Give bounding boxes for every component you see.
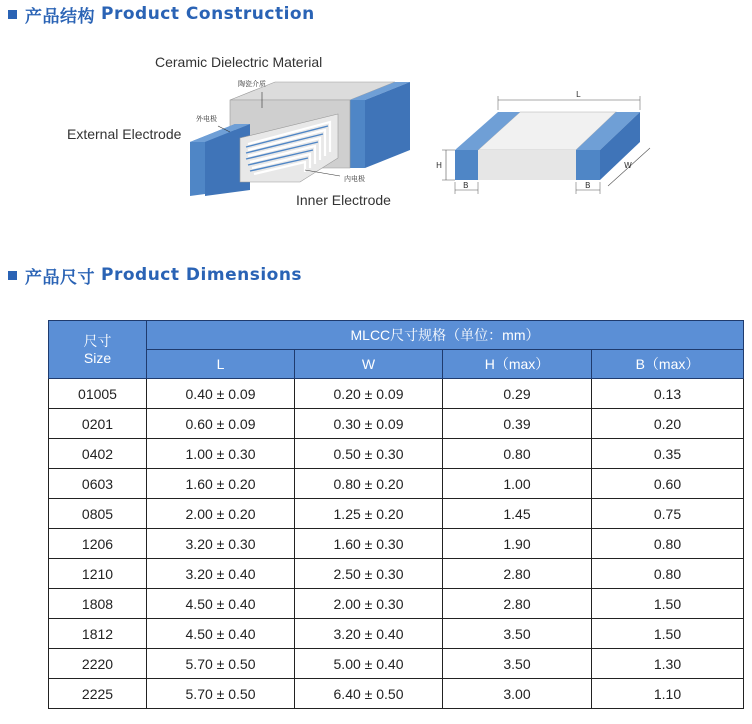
table-row xyxy=(49,649,744,679)
cell-B: 0.20 xyxy=(592,409,744,439)
dimensions-table xyxy=(48,320,744,709)
cell-B: 0.60 xyxy=(592,469,744,499)
table-row xyxy=(49,379,744,409)
cell-W: 0.20 ± 0.09 xyxy=(295,379,443,409)
dim-L-label: L xyxy=(576,90,581,99)
table-row xyxy=(49,469,744,499)
table-row xyxy=(49,589,744,619)
column-header-H: H（max） xyxy=(443,350,592,379)
cell-W: 2.50 ± 0.30 xyxy=(295,559,443,589)
ceramic-dielectric-label: Ceramic Dielectric Material xyxy=(155,54,323,70)
cell-L: 1.60 ± 0.20 xyxy=(147,469,295,499)
cell-W: 0.50 ± 0.30 xyxy=(295,439,443,469)
section-title-dimensions xyxy=(8,264,302,286)
cell-B: 1.50 xyxy=(592,619,744,649)
cell-B: 0.35 xyxy=(592,439,744,469)
cell-B: 1.10 xyxy=(592,679,744,709)
dim-B-left-label: B xyxy=(463,181,469,190)
size-header-zh: 尺寸 xyxy=(83,332,112,349)
inner-electrode-label-zh: 内电极 xyxy=(344,175,365,183)
cell-L: 5.70 ± 0.50 xyxy=(147,649,295,679)
cell-size: 1808 xyxy=(49,589,147,619)
bullet-square-icon xyxy=(8,271,17,280)
cell-L: 4.50 ± 0.40 xyxy=(147,619,295,649)
section-title-zh: 产品尺寸 xyxy=(25,267,95,288)
cell-H: 2.80 xyxy=(443,589,592,619)
table-row xyxy=(49,409,744,439)
cell-B: 0.75 xyxy=(592,499,744,529)
cell-W: 0.30 ± 0.09 xyxy=(295,409,443,439)
table-row xyxy=(49,619,744,649)
cell-W: 6.40 ± 0.50 xyxy=(295,679,443,709)
cell-B: 1.30 xyxy=(592,649,744,679)
cell-size: 0603 xyxy=(49,469,147,499)
cell-W: 5.00 ± 0.40 xyxy=(295,649,443,679)
construction-diagram xyxy=(0,40,752,230)
cell-L: 0.40 ± 0.09 xyxy=(147,379,295,409)
table-row xyxy=(49,559,744,589)
cell-H: 3.50 xyxy=(443,649,592,679)
table-subheader-row xyxy=(49,350,744,379)
cell-W: 3.20 ± 0.40 xyxy=(295,619,443,649)
ceramic-dielectric-label-zh: 陶瓷介质 xyxy=(238,80,266,88)
cell-H: 0.29 xyxy=(443,379,592,409)
dim-W-label: W xyxy=(624,161,632,170)
dim-B-right-label: B xyxy=(585,181,591,190)
section-title-construction xyxy=(8,3,315,25)
inner-electrode-label: Inner Electrode xyxy=(296,192,391,208)
cell-size: 1812 xyxy=(49,619,147,649)
cell-W: 1.60 ± 0.30 xyxy=(295,529,443,559)
table-row xyxy=(49,439,744,469)
cell-B: 0.80 xyxy=(592,529,744,559)
cell-size: 1206 xyxy=(49,529,147,559)
cell-size: 2225 xyxy=(49,679,147,709)
cell-L: 5.70 ± 0.50 xyxy=(147,679,295,709)
cell-size: 1210 xyxy=(49,559,147,589)
cell-size: 0201 xyxy=(49,409,147,439)
cell-size: 2220 xyxy=(49,649,147,679)
size-column-header xyxy=(49,321,147,379)
dim-H-label: H xyxy=(436,161,443,170)
column-header-L: L xyxy=(147,350,295,379)
column-header-W: W xyxy=(295,350,443,379)
cell-B: 0.80 xyxy=(592,559,744,589)
table-row xyxy=(49,499,744,529)
table-row xyxy=(49,679,744,709)
cell-W: 2.00 ± 0.30 xyxy=(295,589,443,619)
section-title-en: Product Dimensions xyxy=(101,265,303,285)
cell-H: 0.80 xyxy=(443,439,592,469)
cell-H: 1.90 xyxy=(443,529,592,559)
cell-L: 3.20 ± 0.30 xyxy=(147,529,295,559)
section-title-zh: 产品结构 xyxy=(25,6,95,27)
bullet-square-icon xyxy=(8,10,17,19)
cell-size: 01005 xyxy=(49,379,147,409)
cell-size: 0402 xyxy=(49,439,147,469)
cell-L: 2.00 ± 0.20 xyxy=(147,499,295,529)
cell-H: 1.00 xyxy=(443,469,592,499)
cell-W: 0.80 ± 0.20 xyxy=(295,469,443,499)
cell-W: 1.25 ± 0.20 xyxy=(295,499,443,529)
cell-B: 1.50 xyxy=(592,589,744,619)
table-header-row xyxy=(49,321,744,350)
cutaway-chip xyxy=(190,82,410,196)
cell-H: 0.39 xyxy=(443,409,592,439)
cell-L: 4.50 ± 0.40 xyxy=(147,589,295,619)
table-row xyxy=(49,529,744,559)
cell-H: 1.45 xyxy=(443,499,592,529)
section-title-en: Product Construction xyxy=(101,4,315,24)
external-electrode-label: External Electrode xyxy=(67,126,182,142)
cell-H: 3.00 xyxy=(443,679,592,709)
cell-L: 1.00 ± 0.30 xyxy=(147,439,295,469)
cell-L: 3.20 ± 0.40 xyxy=(147,559,295,589)
column-header-B: B（max） xyxy=(592,350,744,379)
cell-size: 0805 xyxy=(49,499,147,529)
cell-L: 0.60 ± 0.09 xyxy=(147,409,295,439)
cell-H: 3.50 xyxy=(443,619,592,649)
external-electrode-label-zh: 外电极 xyxy=(196,115,217,123)
size-header-en: Size xyxy=(83,349,112,366)
cell-H: 2.80 xyxy=(443,559,592,589)
cell-B: 0.13 xyxy=(592,379,744,409)
dimension-chip xyxy=(442,96,650,194)
spec-header: MLCC尺寸规格（单位：mm） xyxy=(147,321,744,350)
